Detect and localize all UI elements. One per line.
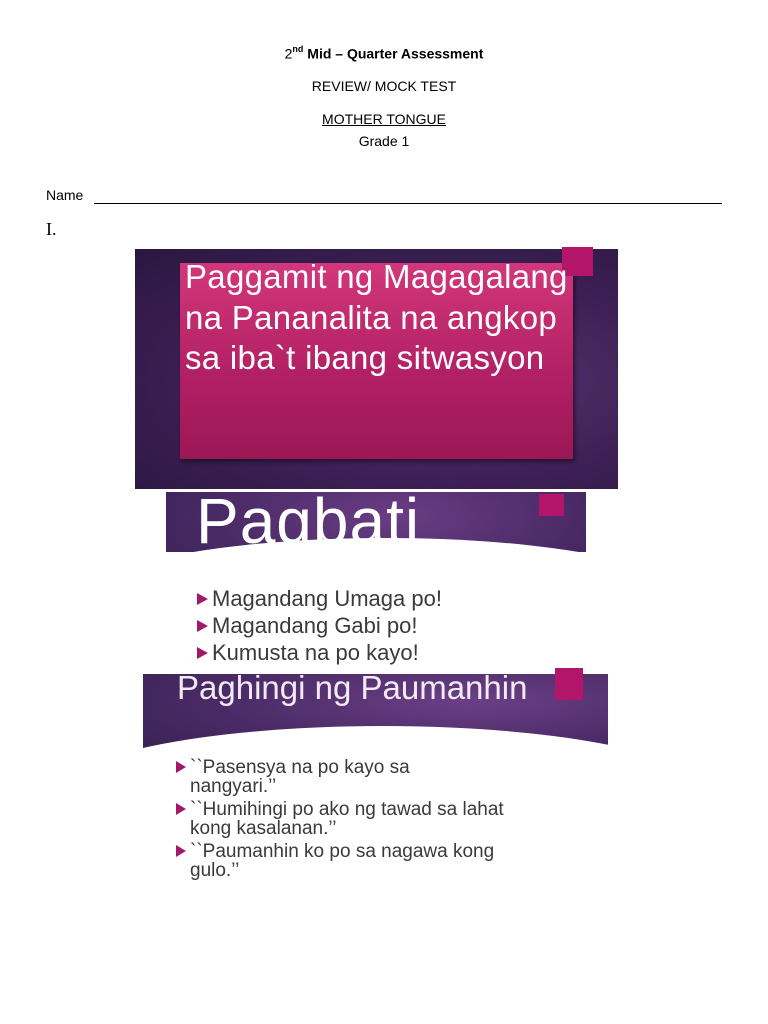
subject-heading: MOTHER TONGUE [322, 111, 446, 127]
paumanhin-list [176, 758, 516, 884]
ordinal-suffix: nd [292, 44, 304, 54]
slide2-title: Pagbati [196, 492, 421, 556]
list-item-text: Magandang Gabi po! [212, 613, 418, 638]
triangle-bullet-icon [176, 761, 186, 773]
name-label: Name [46, 187, 84, 203]
triangle-bullet-icon [176, 803, 186, 815]
ordinal-number: 2 [284, 45, 293, 62]
slide3-title: Paghingi ng Paumanhin [177, 669, 528, 706]
assessment-title [0, 45, 768, 62]
list-item [197, 639, 442, 666]
assessment-text: Mid – Quarter Assessment [303, 45, 484, 62]
accent-square [539, 494, 564, 516]
list-item-text: Kumusta na po kayo! [212, 640, 419, 665]
name-field-line[interactable] [94, 203, 722, 204]
slide1-title: Paggamit ng Magagalang na Pananalita na angkop sa iba`t ibang sitwasyon [185, 258, 568, 376]
triangle-bullet-icon [176, 845, 186, 857]
slide-magagalang-na-pananalita [135, 249, 618, 489]
list-item-text: Magandang Umaga po! [212, 586, 442, 611]
list-item [176, 800, 516, 838]
triangle-bullet-icon [197, 593, 208, 605]
list-item [197, 612, 442, 639]
review-heading: REVIEW/ MOCK TEST [311, 78, 457, 94]
slide-pagbati [166, 492, 586, 556]
grade-heading: Grade 1 [358, 133, 410, 149]
triangle-bullet-icon [197, 620, 208, 632]
list-item [176, 758, 476, 796]
list-item-text: ``Humihingi po ako ng tawad sa lahat kong kasalanan.’’ [190, 799, 504, 839]
slide-paghingi-ng-paumanhin [143, 668, 608, 748]
triangle-bullet-icon [197, 647, 208, 659]
pagbati-list [197, 585, 442, 666]
section-label: I. [46, 219, 57, 239]
list-item-text: ``Pasensya na po kayo sa nangyari.’’ [190, 757, 410, 797]
list-item [176, 842, 496, 880]
list-item [197, 585, 442, 612]
list-item-text: ``Paumanhin ko po sa nagawa kong gulo.’’ [190, 841, 495, 881]
accent-square [555, 668, 583, 700]
